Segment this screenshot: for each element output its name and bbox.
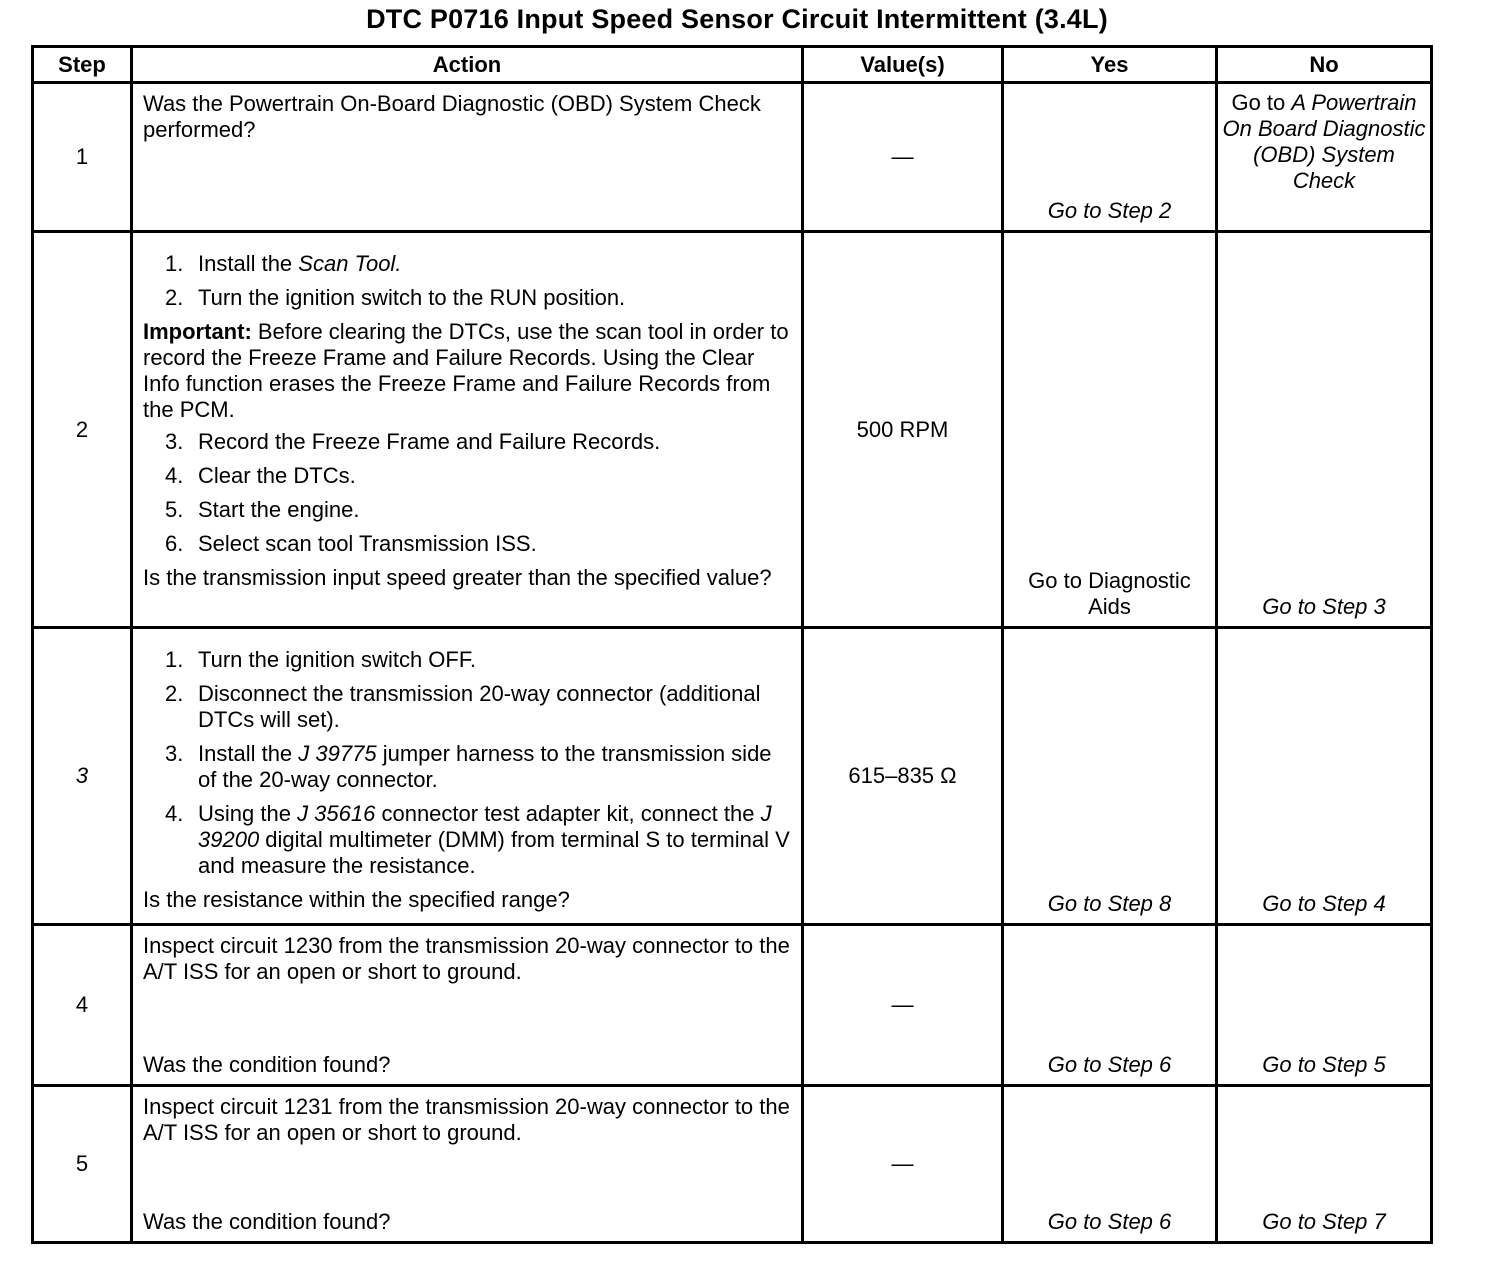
value-cell: — (803, 1086, 1003, 1243)
yes-link[interactable]: Go to Diagnostic Aids (1028, 568, 1191, 619)
step-index: 2. (165, 285, 184, 310)
no-link[interactable]: Go to Step 7 (1262, 1209, 1386, 1234)
header-action: Action (132, 47, 803, 83)
yes-cell (1003, 232, 1217, 628)
diagnostic-table (31, 45, 1433, 1244)
step-text: Install the (198, 741, 299, 766)
step-index: 3. (165, 741, 184, 766)
step-text: connector test adapter kit, connect the (375, 801, 761, 826)
step-index: 1. (165, 251, 184, 276)
action-question: Is the resistance within the specified range? (143, 887, 570, 912)
no-prefix: Go to (1231, 90, 1292, 115)
table-row (33, 83, 1432, 232)
yes-cell (1003, 628, 1217, 925)
action-question: Was the condition found? (143, 1209, 391, 1234)
step-number: 1 (33, 83, 132, 232)
step-text: Select scan tool Transmission ISS. (198, 531, 537, 556)
action-step (143, 251, 791, 277)
tool-name: Scan Tool. (298, 251, 402, 276)
tool-name: J 39200 (198, 801, 772, 852)
action-step (143, 285, 791, 311)
step-text: Install the (198, 251, 299, 276)
no-cell (1217, 1086, 1432, 1243)
table-row (33, 232, 1432, 628)
action-cell (132, 1086, 803, 1243)
action-cell (132, 628, 803, 925)
step-text: jumper harness to the transmission side of the 20-way connector. (198, 741, 772, 792)
tool-name: J 39775 (298, 741, 377, 766)
header-yes: Yes (1003, 47, 1217, 83)
step-index: 4. (165, 463, 184, 488)
no-cell (1217, 83, 1432, 232)
action-step (143, 531, 791, 557)
action-step (143, 463, 791, 489)
action-text: Inspect circuit 1230 from the transmission 20-way connector to the A/T ISS for an open or short to ground. (143, 933, 790, 984)
value-cell: — (803, 83, 1003, 232)
step-text: Using the (198, 801, 298, 826)
action-steps (143, 429, 791, 557)
step-text: Turn the ignition switch to the RUN position. (198, 285, 626, 310)
no-cell (1217, 628, 1432, 925)
table-row (33, 1086, 1432, 1243)
important-label: Important: (143, 319, 252, 344)
header-step: Step (33, 47, 132, 83)
important-text: Before clearing the DTCs, use the scan tool in order to record the Freeze Frame and Failure Records. Using the Clear Info function erases the Freeze Frame and Failure Records from the PCM. (143, 319, 789, 422)
action-step (143, 647, 791, 673)
step-text: digital multimeter (DMM) from terminal S to terminal V and measure the resistance. (198, 827, 790, 878)
step-index: 2. (165, 681, 184, 706)
no-cell (1217, 232, 1432, 628)
step-text: Record the Freeze Frame and Failure Records. (198, 429, 661, 454)
table-row (33, 925, 1432, 1086)
no-link[interactable]: A Powertrain On Board Diagnostic (OBD) System Check (1222, 90, 1426, 193)
step-index: 1. (165, 647, 184, 672)
header-row (33, 47, 1432, 83)
action-step (143, 429, 791, 455)
action-cell (132, 83, 803, 232)
yes-cell (1003, 1086, 1217, 1243)
step-number: 3 (33, 628, 132, 925)
yes-cell (1003, 925, 1217, 1086)
yes-link[interactable]: Go to Step 8 (1047, 891, 1172, 916)
action-step (143, 741, 791, 793)
action-question: Was the Powertrain On-Board Diagnostic (OBD) System Check performed? (143, 91, 761, 142)
action-step (143, 681, 791, 733)
action-steps (143, 647, 791, 879)
action-step (143, 801, 791, 879)
step-text: Turn the ignition switch OFF. (198, 647, 476, 672)
header-no: No (1217, 47, 1432, 83)
action-steps (143, 251, 791, 311)
action-cell (132, 925, 803, 1086)
step-index: 5. (165, 497, 184, 522)
no-cell (1217, 925, 1432, 1086)
yes-link[interactable]: Go to Step 6 (1047, 1052, 1172, 1077)
no-link[interactable]: Go to Step 4 (1262, 891, 1386, 916)
value-cell: — (803, 925, 1003, 1086)
step-index: 6. (165, 531, 184, 556)
yes-link[interactable]: Go to Step 6 (1047, 1209, 1172, 1234)
step-number: 4 (33, 925, 132, 1086)
step-index: 3. (165, 429, 184, 454)
no-link[interactable]: Go to Step 3 (1262, 594, 1386, 619)
page-title: DTC P0716 Input Speed Sensor Circuit Intermittent (3.4L) (366, 4, 1108, 34)
step-text: Start the engine. (198, 497, 360, 522)
action-text: Inspect circuit 1231 from the transmission 20-way connector to the A/T ISS for an open or short to ground. (143, 1094, 790, 1145)
value-cell: 500 RPM (803, 232, 1003, 628)
yes-cell (1003, 83, 1217, 232)
step-number: 2 (33, 232, 132, 628)
step-index: 4. (165, 801, 184, 826)
header-values: Value(s) (803, 47, 1003, 83)
action-cell (132, 232, 803, 628)
value-cell: 615–835 Ω (803, 628, 1003, 925)
step-text: Disconnect the transmission 20-way connector (additional DTCs will set). (198, 681, 761, 732)
step-text: Clear the DTCs. (198, 463, 356, 488)
yes-link[interactable]: Go to Step 2 (1047, 198, 1172, 223)
action-question: Is the transmission input speed greater than the specified value? (143, 565, 772, 590)
step-number: 5 (33, 1086, 132, 1243)
table-row (33, 628, 1432, 925)
important-note (143, 319, 791, 423)
action-step (143, 497, 791, 523)
no-link[interactable]: Go to Step 5 (1262, 1052, 1386, 1077)
tool-name: J 35616 (297, 801, 376, 826)
action-question: Was the condition found? (143, 1052, 391, 1077)
